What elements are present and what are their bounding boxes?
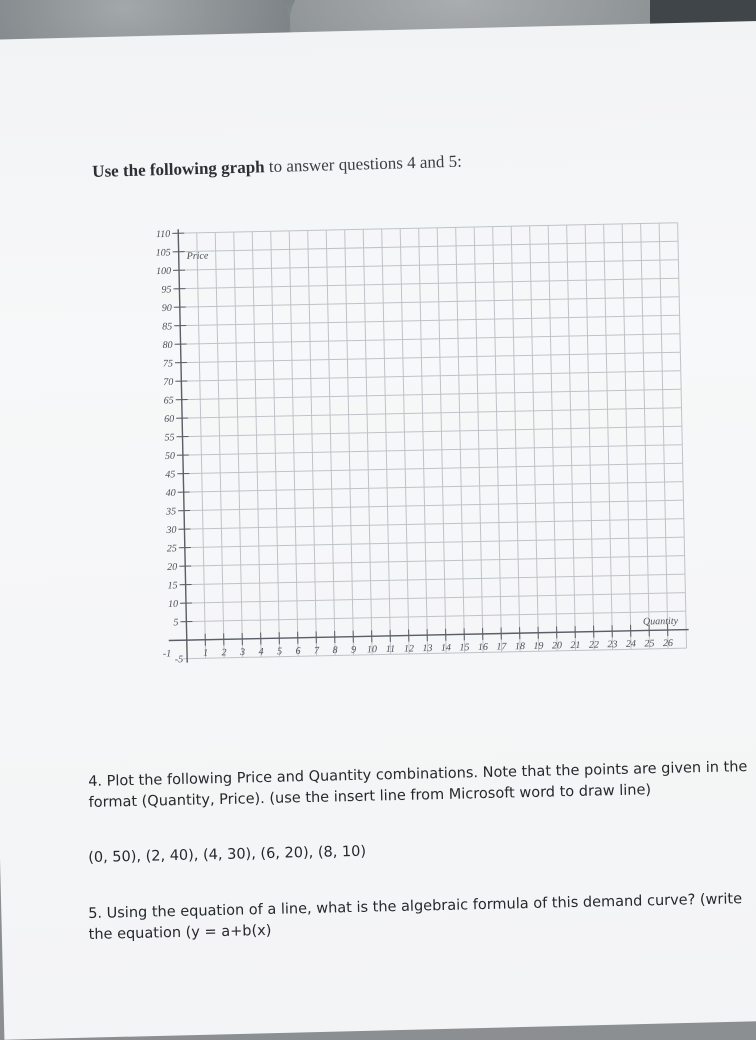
grid-line-horizontal [179, 463, 682, 474]
grid-line-vertical [530, 226, 539, 651]
grid-line-horizontal [175, 260, 678, 271]
grid-line-vertical [493, 227, 502, 652]
y-tick-label: 30 [165, 525, 176, 536]
grid-line-vertical [456, 227, 465, 652]
question-5-line-2: the equation (y = a+b(x) [88, 910, 748, 946]
grid-line-horizontal [180, 519, 683, 530]
x-tick-label: 11 [386, 644, 395, 655]
y-tick-label: 110 [156, 229, 170, 240]
grid-line-vertical [326, 230, 335, 655]
x-tick-label: 4 [258, 647, 263, 658]
grid-line-horizontal [180, 500, 683, 511]
x-tick-label: 2 [221, 647, 226, 658]
y-tick-label: 90 [162, 303, 172, 314]
x-tick-label: 7 [314, 645, 320, 656]
grid-line-vertical [604, 224, 613, 649]
grid-line-vertical [271, 231, 280, 656]
y-tick-label: 55 [164, 432, 174, 443]
y-tick-label: 40 [166, 488, 176, 499]
heading-rest: to answer questions 4 and 5: [269, 152, 463, 176]
y-tick-label: 65 [164, 395, 174, 406]
grid-line-horizontal [179, 426, 682, 437]
grid-line-horizontal [181, 537, 684, 548]
x-tick-label: 22 [589, 639, 599, 650]
grid-line-vertical [252, 232, 261, 657]
x-tick-label: 15 [459, 642, 469, 653]
y-tick-label-negative: -5 [175, 654, 184, 665]
x-tick-label: 24 [626, 639, 636, 650]
graph-area [140, 211, 691, 742]
x-tick-label: 20 [552, 640, 562, 651]
y-tick-label: 100 [156, 266, 171, 277]
grid-line-horizontal [177, 334, 680, 345]
grid-line-horizontal [180, 482, 683, 493]
x-tick-label: 26 [663, 638, 673, 649]
y-tick-label: 80 [162, 340, 172, 351]
grid-line-horizontal [178, 389, 681, 400]
y-tick-label: 70 [163, 377, 173, 388]
grid-line-horizontal [179, 445, 682, 456]
x-tick-label: 14 [441, 643, 451, 654]
y-tick-label: 35 [165, 506, 176, 517]
grid-line-horizontal [181, 556, 684, 567]
y-tick-label: 5 [173, 617, 178, 628]
y-tick-label: 25 [167, 543, 177, 554]
y-tick-label: 95 [161, 284, 171, 295]
grid-line-horizontal [175, 241, 678, 252]
x-tick-label: 1 [203, 648, 208, 659]
x-tick-label: 13 [422, 643, 432, 654]
grid-line-vertical [548, 225, 557, 650]
grid-line-vertical [437, 228, 446, 653]
grid-line-vertical [622, 224, 631, 649]
grid-line-vertical [308, 230, 317, 655]
x-tick-label: 18 [515, 641, 525, 652]
price-axis [178, 229, 187, 662]
grid-line-vertical [215, 232, 224, 657]
grid-line-vertical [511, 226, 520, 651]
grid-line-horizontal [174, 223, 677, 234]
y-tick-label: 15 [168, 580, 178, 591]
grid-line-vertical [234, 232, 243, 657]
x-tick-label: 19 [533, 641, 543, 652]
grid-line-vertical [382, 229, 391, 654]
x-tick-label: 8 [332, 645, 337, 656]
y-tick-label: 105 [156, 247, 171, 258]
grid-line-vertical [585, 225, 594, 650]
x-tick-label: 25 [644, 638, 654, 649]
grid-line-vertical [197, 233, 206, 658]
grid-line-vertical [659, 223, 668, 648]
grid-line-vertical [400, 229, 409, 654]
x-tick-label: 5 [277, 646, 282, 657]
grid-line-horizontal [176, 315, 679, 326]
grid-line-vertical [641, 224, 650, 649]
grid-line-horizontal [176, 297, 679, 308]
grid-line-vertical [474, 227, 483, 652]
x-tick-label: 9 [351, 645, 356, 656]
y-tick-label: 45 [165, 469, 175, 480]
grid-line-horizontal [175, 278, 678, 289]
heading-bold: Use the following graph [92, 157, 265, 181]
y-tick-label: 50 [165, 451, 175, 462]
y-tick-label: 20 [167, 562, 177, 573]
points-list: (0, 50), (2, 40), (4, 30), (6, 20), (8, 10) [88, 833, 748, 869]
x-tick-label: 6 [295, 646, 300, 657]
x-tick-label: 23 [607, 639, 617, 650]
grid-line-horizontal [182, 593, 685, 604]
x-tick-label: 3 [239, 647, 245, 658]
grid-line-horizontal [182, 611, 685, 622]
x-tick-label-negative: -1 [163, 648, 172, 659]
grid-line-horizontal [178, 408, 681, 419]
grid-line-vertical [419, 228, 428, 653]
question-5-line-1: 5. Using the equation of a line, what is the algebraic formula of this demand curve? (write [88, 889, 748, 925]
x-tick-label: 16 [478, 642, 488, 653]
grid-line-vertical [567, 225, 576, 650]
question-4-line-1: 4. Plot the following Price and Quantity combinations. Note that the points are given in the [88, 757, 748, 793]
x-axis-label: Quantity [643, 616, 679, 628]
y-tick-label: 75 [163, 358, 173, 369]
grid-line-vertical [345, 230, 354, 655]
grid-line-horizontal [177, 371, 680, 382]
x-tick-label: 12 [404, 643, 414, 654]
grid-line-vertical [289, 231, 298, 656]
y-tick-label: 10 [168, 599, 178, 610]
y-tick-label: 85 [162, 321, 172, 332]
question-4-line-2: format (Quantity, Price). (use the insert line from Microsoft word to draw line) [88, 778, 748, 814]
x-tick-label: 17 [496, 641, 507, 652]
grid-line-horizontal [182, 574, 685, 585]
quantity-price-graph [140, 211, 691, 742]
grid-line-vertical [363, 229, 372, 654]
y-axis-label: Price [186, 251, 209, 262]
x-tick-label: 21 [570, 640, 580, 651]
x-tick-label: 10 [367, 644, 377, 655]
grid-line-horizontal [177, 352, 680, 363]
y-tick-label: 60 [164, 414, 174, 425]
